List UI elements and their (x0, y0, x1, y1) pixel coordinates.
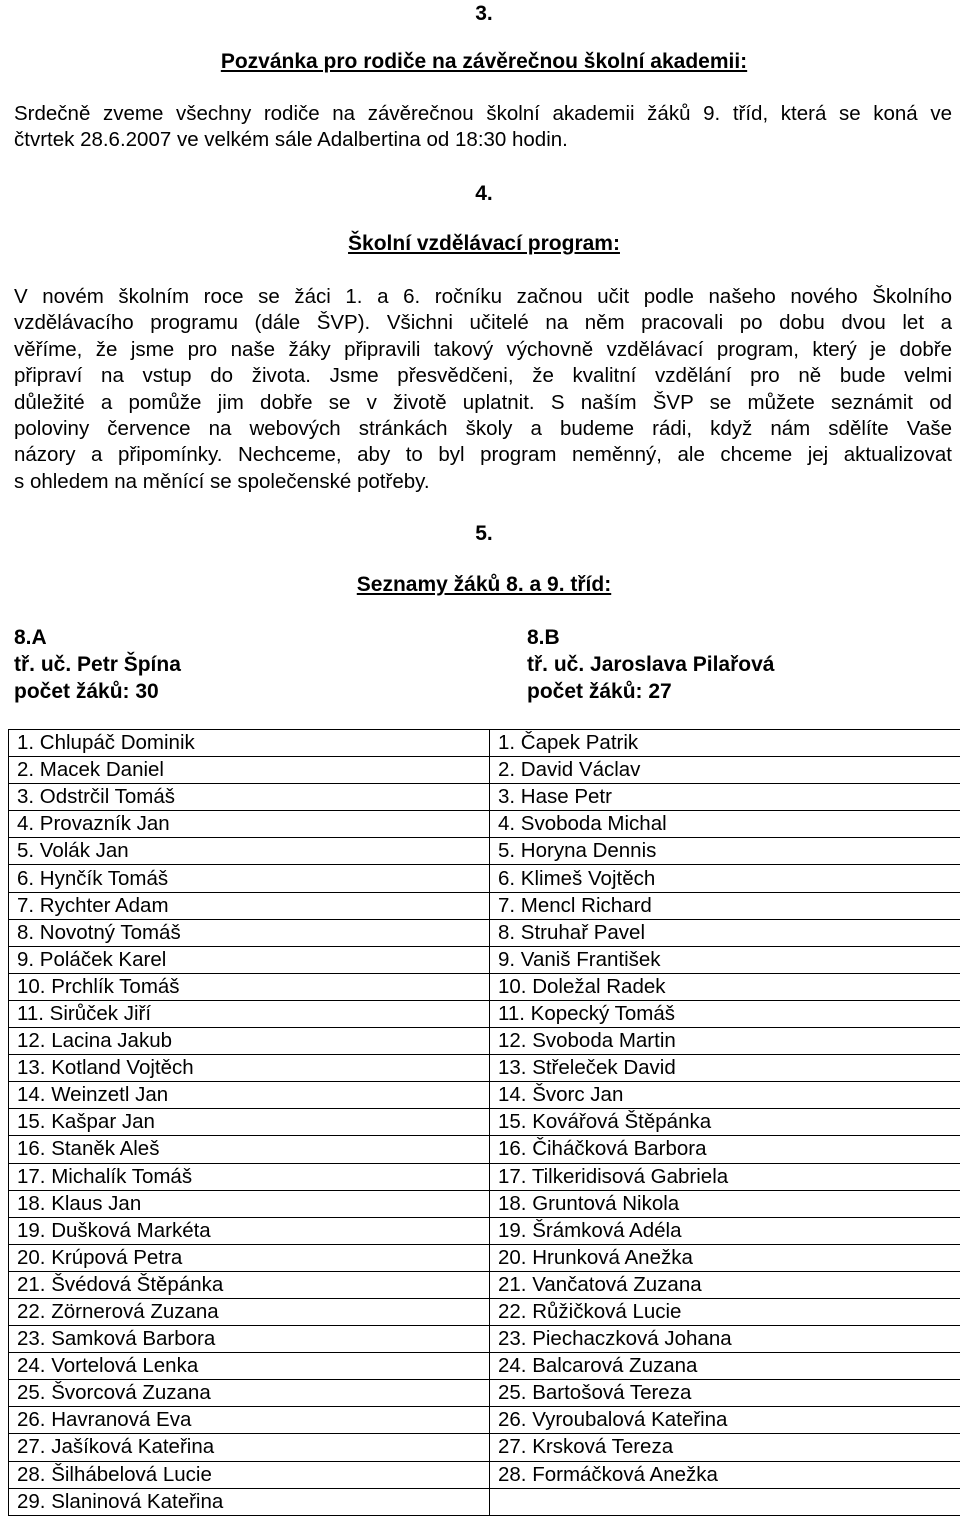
table-row (9, 973, 960, 1000)
student-8b-cell: 2. David Václav (490, 757, 960, 784)
section-3-heading: Pozvánka pro rodiče na závěrečnou školní akademii: (220, 50, 748, 73)
student-8b-cell: 24. Balcarová Zuzana (490, 1353, 960, 1380)
table-row (9, 1380, 960, 1407)
student-8b-cell: 23. Piechaczková Johana (490, 1326, 960, 1353)
student-8a-cell: 19. Dušková Markéta (9, 1217, 490, 1244)
table-row (9, 892, 960, 919)
student-8a-cell: 1. Chlupáč Dominik (9, 730, 490, 757)
student-8a-cell: 3. Odstrčil Tomáš (9, 784, 490, 811)
student-8a-cell: 6. Hynčík Tomáš (9, 865, 490, 892)
section-3-paragraph (14, 101, 952, 154)
student-8b-cell: 21. Vančatová Zuzana (490, 1271, 960, 1298)
student-8a-cell: 8. Novotný Tomáš (9, 919, 490, 946)
student-8b-cell: 6. Klimeš Vojtěch (490, 865, 960, 892)
student-8a-cell: 16. Staněk Aleš (9, 1136, 490, 1163)
table-row (9, 919, 960, 946)
table-row (9, 1217, 960, 1244)
class-8a-teacher: tř. uč. Petr Špína (14, 653, 181, 676)
student-8a-cell: 13. Kotland Vojtěch (9, 1055, 490, 1082)
student-8a-cell: 10. Prchlík Tomáš (9, 973, 490, 1000)
table-row (9, 1326, 960, 1353)
table-row (9, 1298, 960, 1325)
student-8b-cell: 1. Čapek Patrik (490, 730, 960, 757)
paragraph-line: připraví na vstup do života. Jsme přesvědčeni, že kvalitní vzdělání pro ně bude velmi (14, 364, 952, 388)
class-8b-info (527, 624, 774, 705)
table-row (9, 784, 960, 811)
table-row (9, 1244, 960, 1271)
class-8a-name: 8.A (14, 626, 47, 649)
student-list-table (8, 729, 960, 1516)
table-row (9, 1353, 960, 1380)
student-8b-cell: 14. Švorc Jan (490, 1082, 960, 1109)
paragraph-line: čtvrtek 28.6.2007 ve velkém sále Adalbertina od 18:30 hodin. (14, 128, 568, 152)
student-8a-cell: 14. Weinzetl Jan (9, 1082, 490, 1109)
table-row (9, 1000, 960, 1027)
student-8b-cell: 28. Formáčková Anežka (490, 1461, 960, 1488)
student-8a-cell: 23. Samková Barbora (9, 1326, 490, 1353)
student-8a-cell: 12. Lacina Jakub (9, 1028, 490, 1055)
student-8b-cell: 13. Střeleček David (490, 1055, 960, 1082)
student-8b-cell: 11. Kopecký Tomáš (490, 1000, 960, 1027)
table-row (9, 1488, 960, 1515)
table-row (9, 1271, 960, 1298)
student-8a-cell: 27. Jašíková Kateřina (9, 1434, 490, 1461)
student-8b-cell: 3. Hase Petr (490, 784, 960, 811)
paragraph-line: důležité a pomůže jim dobře se v životě uplatnit. S naším ŠVP se můžete seznámit od (14, 390, 952, 414)
student-8b-cell: 8. Struhař Pavel (490, 919, 960, 946)
paragraph-line: poloviny července na webových stránkách školy a budeme rádi, když nám sdělíte Vaše (14, 417, 952, 441)
table-row (9, 1136, 960, 1163)
student-8a-cell: 4. Provazník Jan (9, 811, 490, 838)
student-8b-cell: 10. Doležal Radek (490, 973, 960, 1000)
paragraph-line: V novém školním roce se žáci 1. a 6. ročníku začnou učit podle našeho nového Školního (14, 285, 952, 308)
student-8b-cell: 25. Bartošová Tereza (490, 1380, 960, 1407)
student-8a-cell: 26. Havranová Eva (9, 1407, 490, 1434)
student-8b-cell: 4. Svoboda Michal (490, 811, 960, 838)
student-8b-cell: 19. Šrámková Adéla (490, 1217, 960, 1244)
student-list-body (9, 730, 960, 1516)
paragraph-line: vzdělávacího programu (dále ŠVP). Všichni učitelé na něm pracovali po dobu dvou let a (14, 311, 952, 335)
student-8a-cell: 22. Zörnerová Zuzana (9, 1298, 490, 1325)
student-8a-cell: 11. Sirůček Jiří (9, 1000, 490, 1027)
table-row (9, 865, 960, 892)
paragraph-line: Srdečně zveme všechny rodiče na závěrečnou školní akademii žáků 9. tříd, která se koná ve (14, 102, 952, 125)
student-8b-cell: 26. Vyroubalová Kateřina (490, 1407, 960, 1434)
class-8b-name: 8.B (527, 626, 560, 649)
section-4-paragraph (14, 284, 952, 495)
table-row (9, 1082, 960, 1109)
section-5-heading: Seznamy žáků 8. a 9. tříd: (356, 573, 612, 596)
student-8a-cell: 29. Slaninová Kateřina (9, 1488, 490, 1515)
student-8a-cell: 18. Klaus Jan (9, 1190, 490, 1217)
student-8b-cell: 20. Hrunková Anežka (490, 1244, 960, 1271)
table-row (9, 838, 960, 865)
student-8b-cell: 22. Růžičková Lucie (490, 1298, 960, 1325)
table-row (9, 1407, 960, 1434)
class-8a-count: počet žáků: 30 (14, 680, 159, 703)
student-8a-cell: 9. Poláček Karel (9, 946, 490, 973)
student-8b-cell: 15. Kovářová Štěpánka (490, 1109, 960, 1136)
table-row (9, 1434, 960, 1461)
student-8a-cell: 2. Macek Daniel (9, 757, 490, 784)
student-8b-cell: 17. Tilkeridisová Gabriela (490, 1163, 960, 1190)
student-8a-cell: 15. Kašpar Jan (9, 1109, 490, 1136)
class-8b-teacher: tř. uč. Jaroslava Pilařová (527, 653, 775, 676)
student-8a-cell: 24. Vortelová Lenka (9, 1353, 490, 1380)
student-8a-cell: 28. Šilhábelová Lucie (9, 1461, 490, 1488)
class-8b-count: počet žáků: 27 (527, 680, 672, 703)
table-row (9, 1109, 960, 1136)
section-3-number: 3. (475, 2, 493, 25)
table-row (9, 946, 960, 973)
student-8a-cell: 17. Michalík Tomáš (9, 1163, 490, 1190)
student-8a-cell: 25. Švorcová Zuzana (9, 1380, 490, 1407)
student-8b-cell (490, 1488, 960, 1515)
class-8a-info (14, 624, 181, 705)
table-row (9, 811, 960, 838)
student-8b-cell: 18. Gruntová Nikola (490, 1190, 960, 1217)
student-8b-cell: 27. Krsková Tereza (490, 1434, 960, 1461)
section-4-heading: Školní vzdělávací program: (348, 232, 620, 255)
student-8a-cell: 5. Volák Jan (9, 838, 490, 865)
table-row (9, 757, 960, 784)
section-5-number: 5. (475, 522, 493, 545)
student-8a-cell: 21. Švédová Štěpánka (9, 1271, 490, 1298)
table-row (9, 1190, 960, 1217)
student-8a-cell: 7. Rychter Adam (9, 892, 490, 919)
student-8b-cell: 16. Čiháčková Barbora (490, 1136, 960, 1163)
paragraph-line: s ohledem na měnící se společenské potřeby. (14, 469, 430, 493)
paragraph-line: věříme, že jsme pro naše žáky připravili takový výchovně vzdělávací program, který je dobře (14, 337, 952, 361)
student-8b-cell: 5. Horyna Dennis (490, 838, 960, 865)
student-8b-cell: 7. Mencl Richard (490, 892, 960, 919)
table-row (9, 1461, 960, 1488)
table-row (9, 1163, 960, 1190)
table-row (9, 1055, 960, 1082)
paragraph-line: názory a připomínky. Nechceme, aby to byl program neměnný, ale chceme jej aktualizovat (14, 443, 952, 467)
student-8b-cell: 12. Svoboda Martin (490, 1028, 960, 1055)
table-row (9, 1028, 960, 1055)
table-row (9, 730, 960, 757)
student-8a-cell: 20. Krúpová Petra (9, 1244, 490, 1271)
student-8b-cell: 9. Vaniš František (490, 946, 960, 973)
section-4-number: 4. (475, 182, 493, 205)
